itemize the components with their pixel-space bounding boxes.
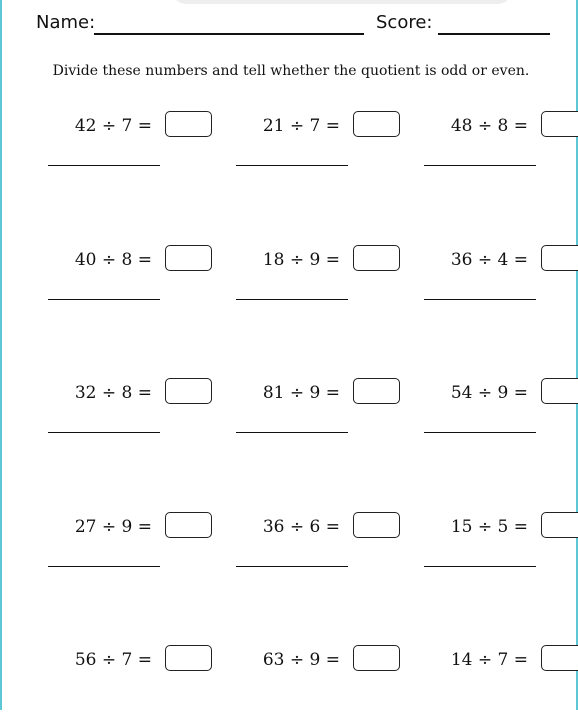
problem — [48, 111, 218, 191]
problem — [424, 245, 578, 325]
problem — [424, 512, 578, 592]
problem — [236, 512, 406, 592]
answer-box[interactable] — [353, 378, 400, 404]
problem-expression: 36 ÷ 4 = — [450, 250, 528, 270]
problem-expression: 56 ÷ 7 = — [74, 650, 152, 670]
problem — [424, 645, 578, 725]
answer-box[interactable] — [353, 245, 400, 271]
answer-box[interactable] — [353, 512, 400, 538]
odd-even-answer-line[interactable] — [48, 299, 160, 300]
answer-box[interactable] — [165, 378, 212, 404]
odd-even-answer-line[interactable] — [48, 566, 160, 567]
problem — [48, 245, 218, 325]
problem-expression: 18 ÷ 9 = — [262, 250, 340, 270]
problem-grid — [2, 0, 578, 710]
odd-even-answer-line[interactable] — [236, 165, 348, 166]
answer-box[interactable] — [165, 512, 212, 538]
problem-expression: 81 ÷ 9 = — [262, 383, 340, 403]
problem — [48, 645, 218, 725]
problem — [424, 378, 578, 458]
problem-expression: 27 ÷ 9 = — [74, 517, 152, 537]
problem-expression: 32 ÷ 8 = — [74, 383, 152, 403]
answer-box[interactable] — [353, 111, 400, 137]
problem — [424, 111, 578, 191]
problem — [236, 245, 406, 325]
answer-box[interactable] — [165, 245, 212, 271]
odd-even-answer-line[interactable] — [48, 432, 160, 433]
problem-expression: 36 ÷ 6 = — [262, 517, 340, 537]
answer-box[interactable] — [541, 111, 578, 137]
odd-even-answer-line[interactable] — [424, 165, 536, 166]
answer-box[interactable] — [353, 645, 400, 671]
instructions: Divide these numbers and tell whether the quotient is odd or even. — [52, 63, 530, 79]
problem — [236, 378, 406, 458]
problem — [236, 645, 406, 725]
problem-expression: 21 ÷ 7 = — [262, 116, 340, 136]
problem-expression: 14 ÷ 7 = — [450, 650, 528, 670]
odd-even-answer-line[interactable] — [48, 165, 160, 166]
problem-expression: 63 ÷ 9 = — [262, 650, 340, 670]
answer-box[interactable] — [541, 512, 578, 538]
problem — [236, 111, 406, 191]
odd-even-answer-line[interactable] — [236, 566, 348, 567]
problem — [48, 378, 218, 458]
problem-expression: 54 ÷ 9 = — [450, 383, 528, 403]
score-label: Score: — [376, 12, 433, 33]
answer-box[interactable] — [541, 245, 578, 271]
problem-expression: 48 ÷ 8 = — [450, 116, 528, 136]
problem-expression: 15 ÷ 5 = — [450, 517, 528, 537]
problem — [48, 512, 218, 592]
answer-box[interactable] — [165, 111, 212, 137]
answer-box[interactable] — [541, 378, 578, 404]
odd-even-answer-line[interactable] — [236, 299, 348, 300]
odd-even-answer-line[interactable] — [424, 566, 536, 567]
problem-expression: 40 ÷ 8 = — [74, 250, 152, 270]
odd-even-answer-line[interactable] — [236, 432, 348, 433]
problem-expression: 42 ÷ 7 = — [74, 116, 152, 136]
odd-even-answer-line[interactable] — [424, 432, 536, 433]
name-label: Name: — [36, 12, 96, 33]
answer-box[interactable] — [165, 645, 212, 671]
odd-even-answer-line[interactable] — [424, 299, 536, 300]
answer-box[interactable] — [541, 645, 578, 671]
